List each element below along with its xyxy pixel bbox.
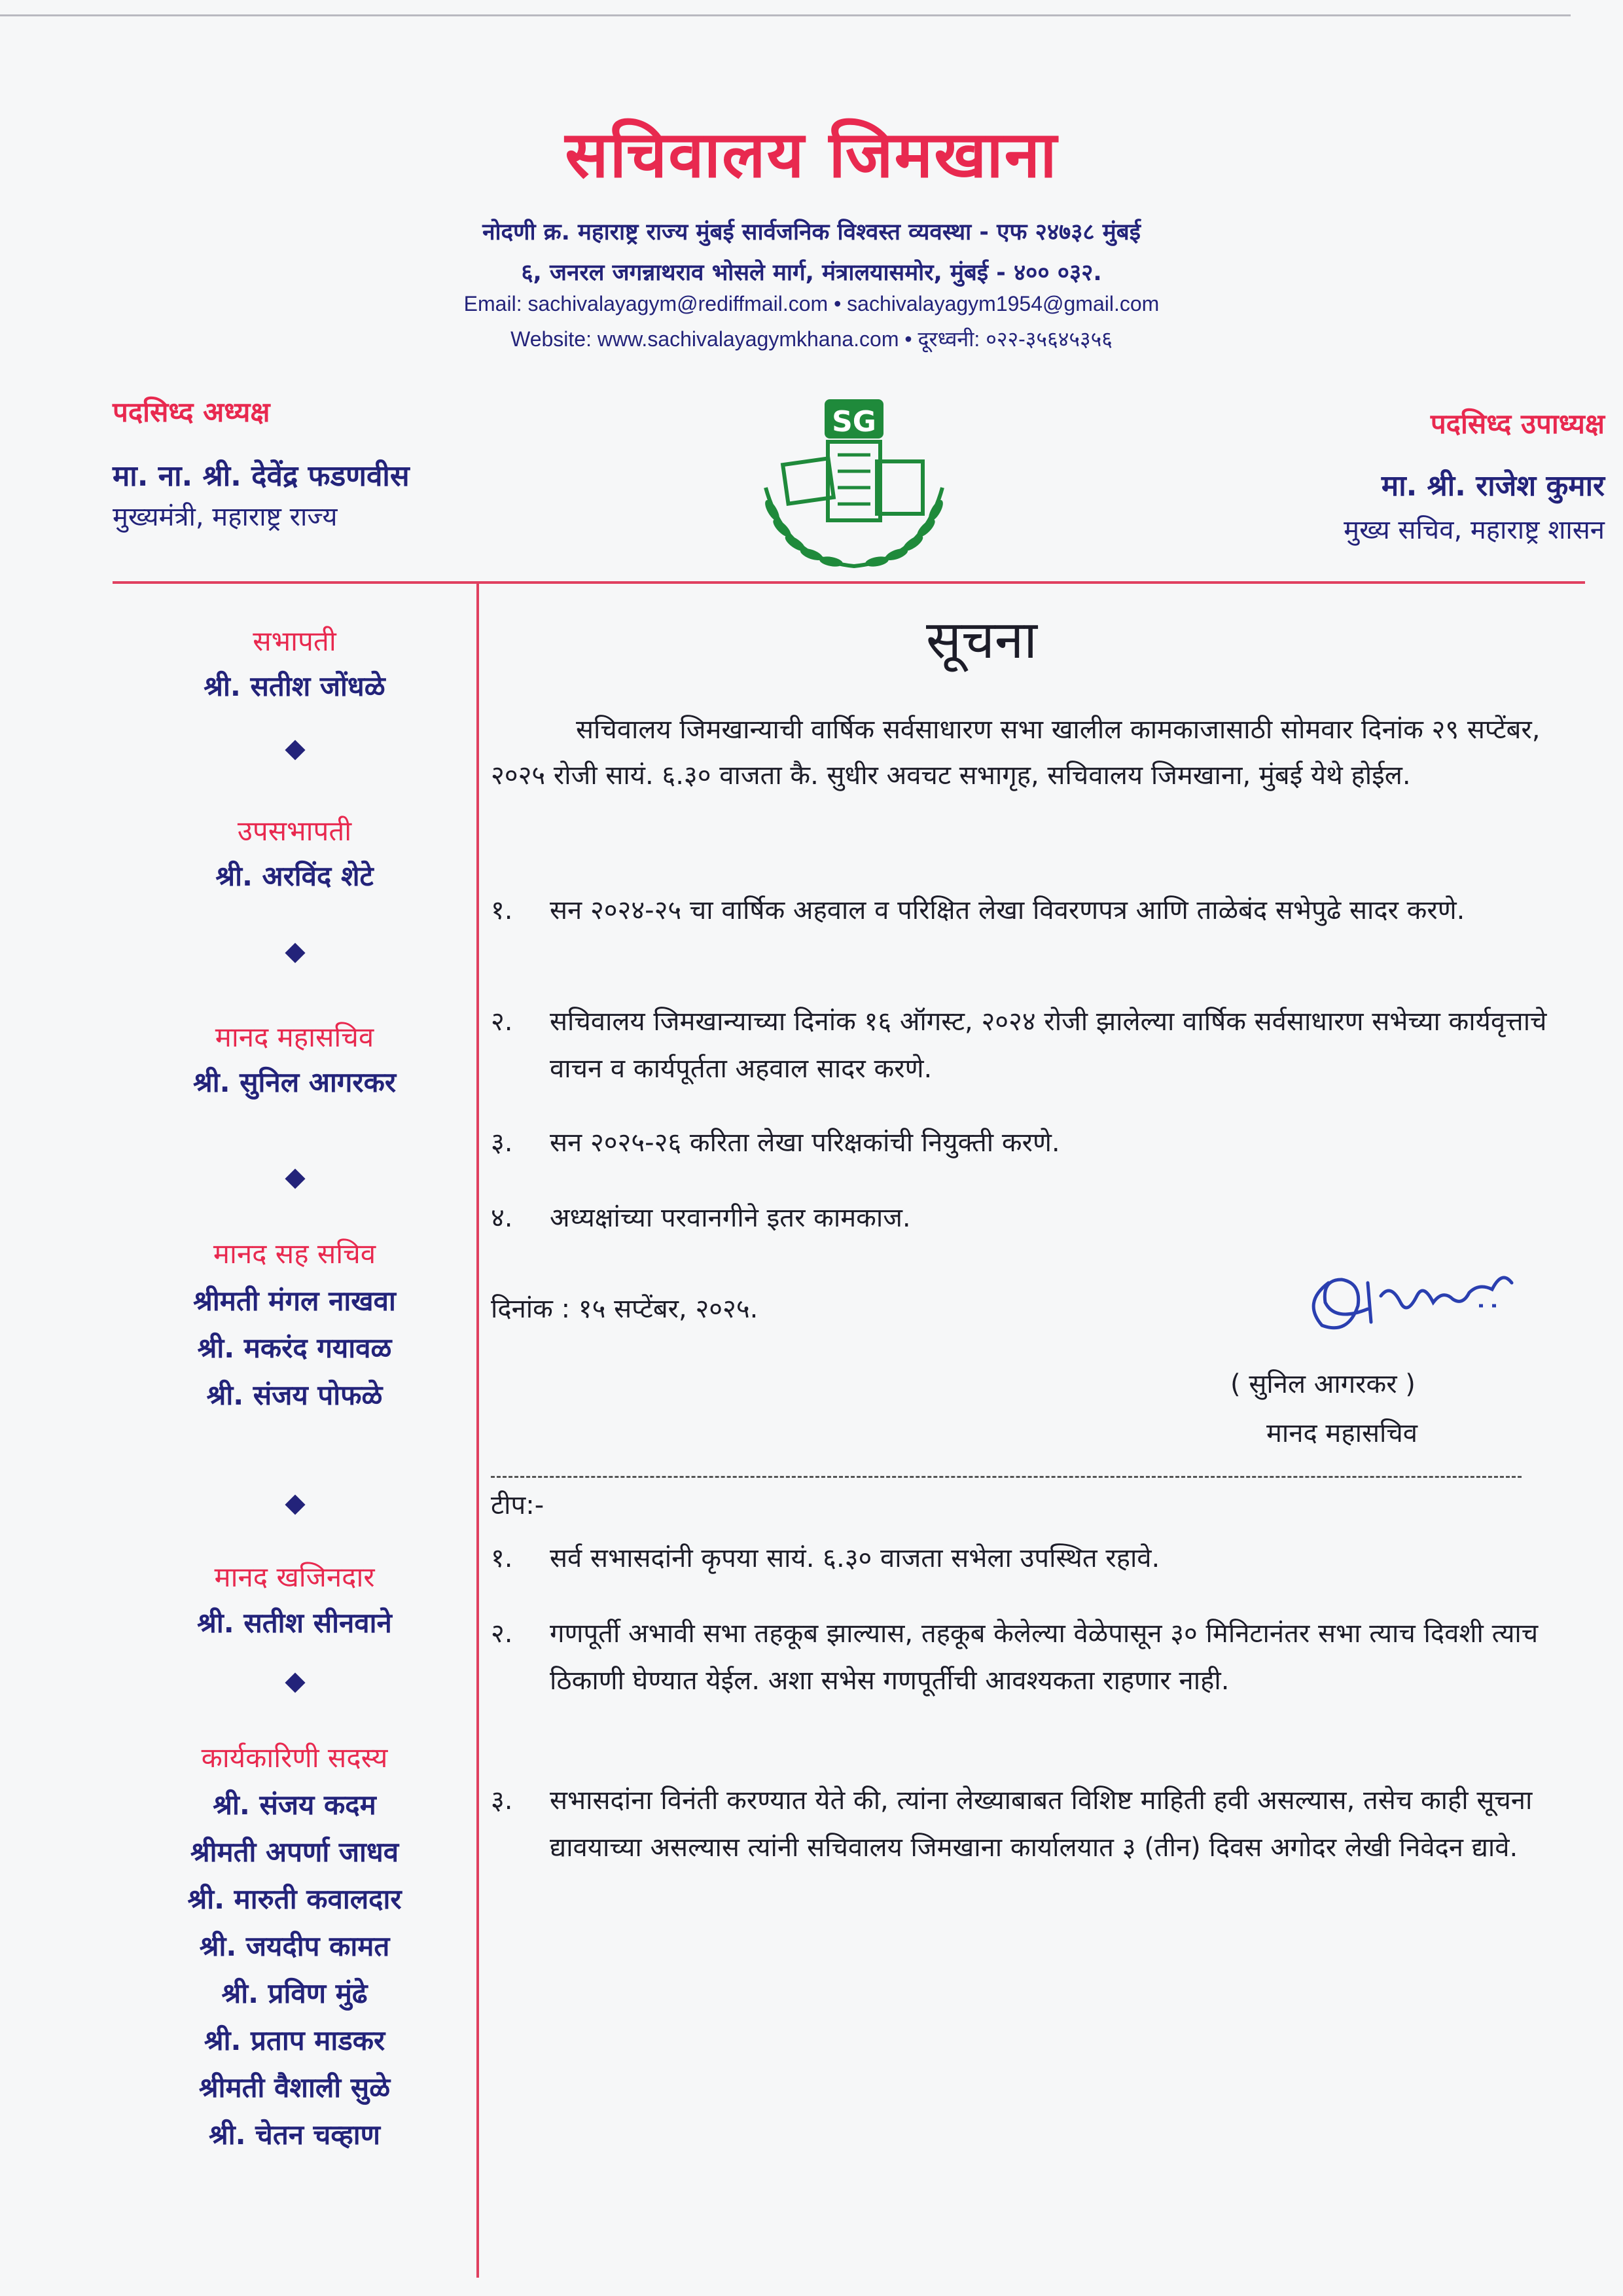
- logo-building-right: [877, 461, 923, 514]
- sidebar-name: श्रीमती वैशाली सुळे: [198, 2072, 391, 2104]
- signatory-title: मानद महासचिव: [1266, 1418, 1418, 1448]
- right-official-name: मा. श्री. राजेश कुमार: [1381, 469, 1605, 503]
- signature: [1296, 1244, 1544, 1342]
- sidebar-name: श्री. संजय कदम: [213, 1789, 376, 1821]
- sidebar-name: श्री. प्रताप माडकर: [204, 2024, 385, 2056]
- agenda-item: [491, 998, 1571, 1092]
- notice-title: सूचना: [926, 609, 1037, 670]
- sidebar-role: मानद खजिनदार: [214, 1561, 375, 1593]
- sg-logo: [746, 389, 962, 579]
- note-number: १.: [491, 1543, 513, 1573]
- notice-date: दिनांक : १५ सप्टेंबर, २०२५.: [491, 1294, 758, 1324]
- diamond-separator: [285, 740, 305, 760]
- header-divider: [113, 581, 1585, 584]
- org-title: सचिवालय जिमखाना: [565, 118, 1058, 192]
- sidebar-role: सभापती: [253, 625, 336, 657]
- agenda-text: अध्यक्षांच्या परवानगीने इतर कामकाज.: [550, 1203, 911, 1233]
- agenda-number: ३.: [491, 1128, 513, 1158]
- agenda-number: १.: [491, 895, 513, 925]
- sidebar-role: मानद सह सचिव: [213, 1238, 376, 1270]
- right-official-designation: मुख्य सचिव, महाराष्ट्र शासन: [1344, 515, 1605, 545]
- sidebar-group-executive-members: [113, 1734, 476, 2159]
- agenda-item: [491, 1194, 1571, 1242]
- note-text: गणपूर्ती अभावी सभा तहकूब झाल्यास, तहकूब केलेल्या वेळेपासून ३० मिनिटानंतर सभा त्याच दिवशी त्याच ठिकाणी घेण्यात येईल. अशा सभेस गणपूर्तीची आवश्यकता राहणार नाही.: [550, 1619, 1539, 1696]
- sidebar-name: श्री. मारुती कवालदार: [187, 1883, 402, 1915]
- sidebar-name: श्री. प्रविण मुंढे: [221, 1977, 368, 2009]
- sidebar-name: श्रीमती मंगल नाखवा: [193, 1285, 396, 1317]
- sidebar-group-general-secretary: [113, 1018, 476, 1100]
- left-official-name: मा. ना. श्री. देवेंद्र फडणवीस: [113, 459, 410, 493]
- right-official-role: पदसिध्द उपाध्यक्ष: [1430, 408, 1605, 440]
- sidebar-role: उपसभापती: [237, 815, 352, 847]
- agenda-item: [491, 1119, 1571, 1166]
- note-number: २.: [491, 1619, 513, 1649]
- sidebar-divider: [476, 583, 479, 2278]
- notes-heading: टीप:-: [491, 1490, 544, 1520]
- top-border: [0, 14, 1571, 16]
- sidebar-group-treasurer: [113, 1554, 476, 1646]
- sidebar-group-chairman: [113, 622, 476, 704]
- agenda-item: [491, 887, 1571, 934]
- address-line: ६, जनरल जगन्नाथराव भोसले मार्ग, मंत्रालयासमोर, मुंबई - ४०० ०३२.: [521, 260, 1102, 286]
- note-text: सभासदांना विनंती करण्यात येते की, त्यांना लेख्याबाबत विशिष्ट माहिती हवी असल्यास, तसेच काही सूचना द्यावयाच्या असल्यास त्यांनी सचिवालय जिमखाना कार्यालयात ३ (तीन) दिवस अगोदर लेखी निवेदन द्यावे.: [550, 1785, 1533, 1863]
- diamond-separator: [285, 1672, 305, 1693]
- sidebar-name: श्री. सतीश सीनवाने: [197, 1607, 392, 1639]
- sidebar-role: कार्यकारिणी सदस्य: [201, 1742, 388, 1774]
- diamond-separator: [285, 942, 305, 963]
- logo-text: SG: [832, 405, 876, 439]
- sidebar-name: श्री. सुनिल आगरकर: [192, 1066, 397, 1098]
- agenda-number: २.: [491, 1007, 513, 1037]
- left-official-role: पदसिध्द अध्यक्ष: [113, 396, 270, 428]
- email-line: Email: sachivalayagym@rediffmail.com • sachivalayagym1954@gmail.com: [463, 292, 1160, 315]
- agenda-text: सन २०२४-२५ चा वार्षिक अहवाल व परिक्षित लेखा विवरणपत्र आणि ताळेबंद सभेपुढे सादर करणे.: [550, 895, 1465, 925]
- agenda-number: ४.: [491, 1203, 513, 1233]
- sidebar-name: श्री. सतीश जोंधळे: [204, 670, 385, 702]
- notes-divider: [491, 1476, 1522, 1478]
- sidebar-name: श्री. जयदीप कामत: [199, 1930, 390, 1962]
- agenda-text: सन २०२५-२६ करिता लेखा परिक्षकांची नियुक्ती करणे.: [550, 1128, 1060, 1158]
- note-text: सर्व सभासदांनी कृपया सायं. ६.३० वाजता सभेला उपस्थित रहावे.: [550, 1543, 1160, 1573]
- sidebar-group-joint-secretary: [113, 1230, 476, 1419]
- registration-line: नोदणी क्र. महाराष्ट्र राज्य मुंबई सार्वजनिक विश्वस्त व्यवस्था - एफ २४७३८ मुंबई: [482, 219, 1141, 245]
- sidebar-name: श्री. अरविंद शेटे: [215, 860, 374, 892]
- sidebar-name: श्रीमती अपर्णा जाधव: [190, 1836, 399, 1868]
- sidebar-role: मानद महासचिव: [215, 1021, 374, 1053]
- note-item: [491, 1535, 1571, 1582]
- signatory-name: ( सुनिल आगरकर ): [1230, 1369, 1416, 1399]
- sidebar-name: श्री. मकरंद गयावळ: [197, 1332, 392, 1364]
- logo-wreath: [766, 488, 942, 566]
- diamond-separator: [285, 1494, 305, 1515]
- diamond-separator: [285, 1168, 305, 1189]
- note-item: [491, 1777, 1571, 1871]
- note-item: [491, 1610, 1571, 1704]
- sidebar-name: श्री. संजय पोफळे: [206, 1379, 383, 1411]
- notice-intro: सचिवालय जिमखान्याची वार्षिक सर्वसाधारण सभा खालील कामकाजासाठी सोमवार दिनांक २९ सप्टेंबर, २०२५ रोजी सायं. ६.३० वाजता कै. सुधीर अवचट सभागृह, सचिवालय जिमखाना, मुंबई येथे होईल.: [491, 715, 1541, 791]
- left-official-designation: मुख्यमंत्री, महाराष्ट्र राज्य: [113, 502, 338, 532]
- website-line: Website: www.sachivalayagymkhana.com • दूरध्वनी: ०२२-३५६४५३५६: [510, 327, 1113, 351]
- agenda-text: सचिवालय जिमखान्याच्या दिनांक १६ ऑगस्ट, २०२४ रोजी झालेल्या वार्षिक सर्वसाधारण सभेच्या कार्यवृत्ताचे वाचन व कार्यपूर्तता अहवाल सादर करणे.: [550, 1007, 1547, 1084]
- sidebar-group-vice-chairman: [113, 812, 476, 894]
- sidebar-name: श्री. चेतन चव्हाण: [208, 2119, 381, 2151]
- note-number: ३.: [491, 1785, 513, 1816]
